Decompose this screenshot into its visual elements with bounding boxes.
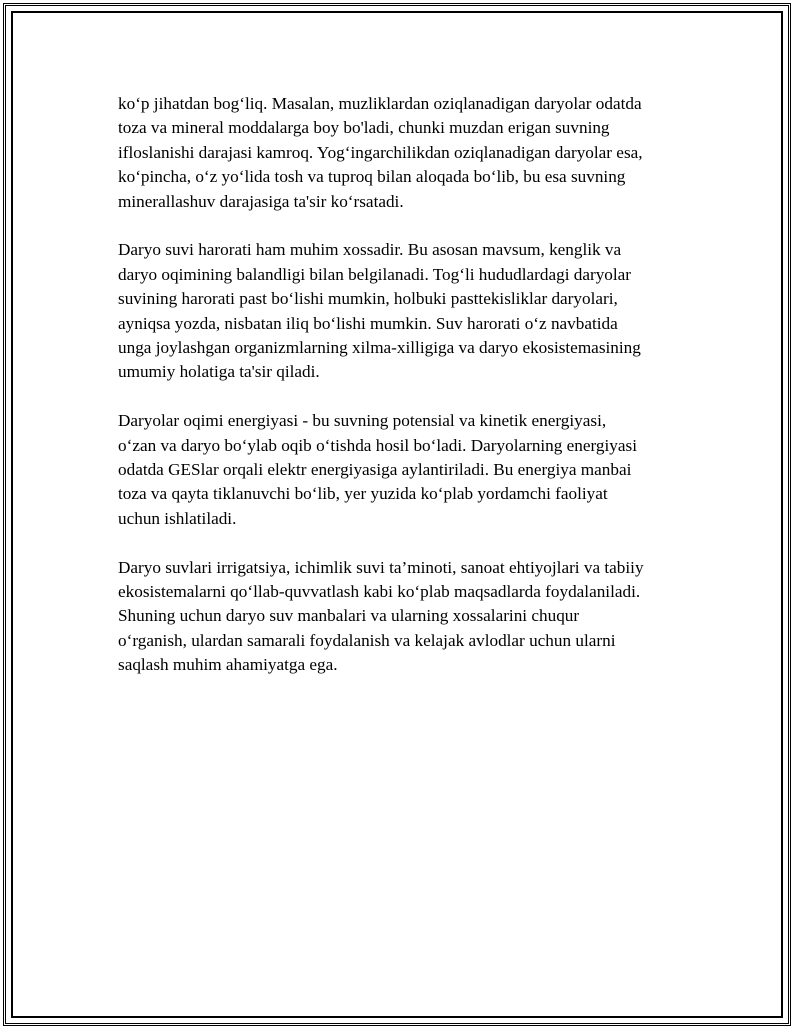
paragraph-water-usage: Daryo suvlari irrigatsiya, ichimlik suvi ta’minoti, sanoat ehtiyojlari va tabiiy ekosistemalarni qo‘llab-quvvatlash kabi ko‘plab maqsadlarda foydalaniladi. Shuning uchun daryo suv manbalari va ularning xossalarini chuqur o‘rganish, ulardan samarali foydalanish va kelajak avlodlar uchun ularni saqlash muhim ahamiyatga ega. <box>118 557 644 675</box>
document-body <box>118 92 698 702</box>
paragraph-flow-energy: Daryolar oqimi energiyasi - bu suvning potensial va kinetik energiyasi, o‘zan va daryo bo‘ylab oqib o‘tishda hosil bo‘ladi. Daryolarning energiyasi odatda GESlar orqali elektr energiyasiga aylantiriladi. Bu energiya manbai toza va qayta tiklanuvchi bo‘lib, yer yuzida ko‘plab yordamchi faoliyat uchun ishlatiladi. <box>118 411 637 528</box>
paragraph-water-temperature: Daryo suvi harorati ham muhim xossadir. Bu asosan mavsum, kenglik va daryo oqimining balandligi bilan belgilanadi. Tog‘li hududlardagi daryolar suvining harorati past bo‘lishi mumkin, holbuki pasttekisliklar daryolari, ayniqsa yozda, nisbatan iliq bo‘lishi mumkin. Suv harorati o‘z navbatida unga joylashgan organizmlarning xilma-xilligiga va daryo ekosistemasining umumiy holatiga ta'sir qiladi. <box>118 240 641 382</box>
paragraph-mineral-content: ko‘p jihatdan bog‘liq. Masalan, muzliklardan oziqlanadigan daryolar odatda toza va mineral moddalarga boy bo'ladi, chunki muzdan erigan suvning ifloslanishi darajasi kamroq. Yog‘ingarchilikdan oziqlanadigan daryolar esa, ko‘pincha, o‘z yo‘lida tosh va tuproq bilan aloqada bo‘lib, bu esa suvning minerallashuv darajasiga ta'sir ko‘rsatadi. <box>118 94 643 211</box>
